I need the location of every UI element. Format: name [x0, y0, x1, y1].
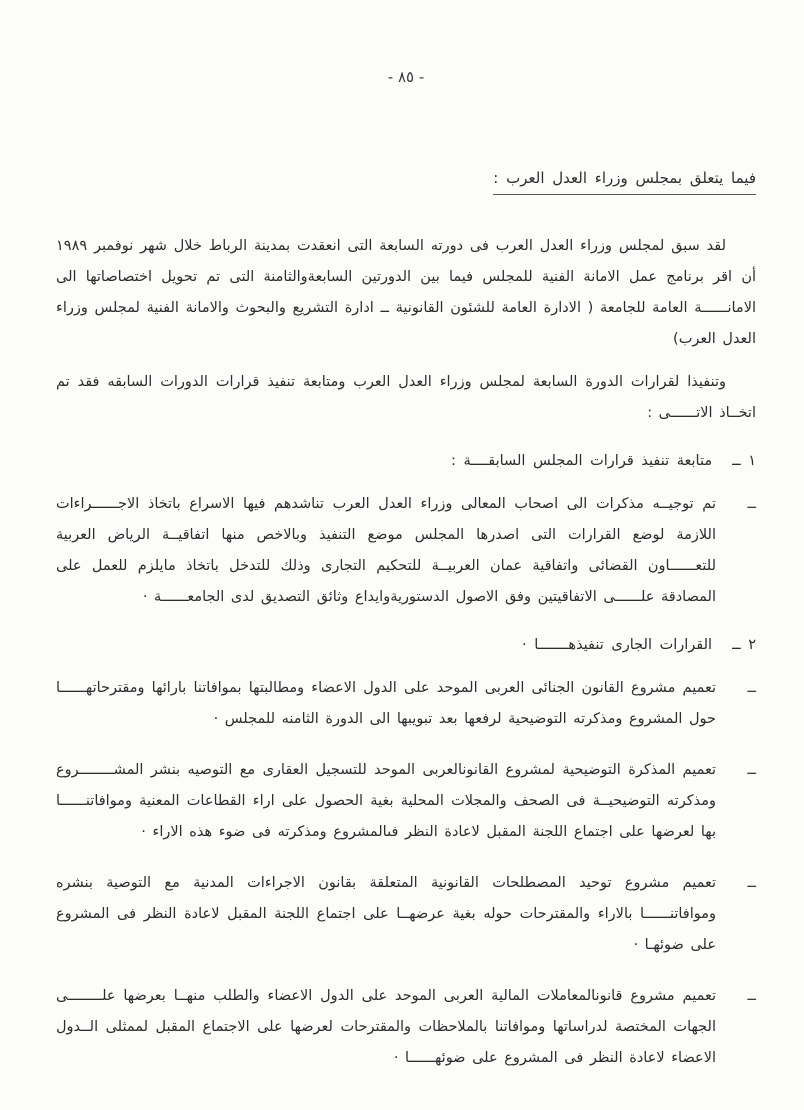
heading-wrap	[56, 168, 756, 195]
section-1-title: متابعة تنفيذ قرارات المجلس السابقــــة :	[451, 453, 713, 469]
item-text: تم توجيــه مذكرات الى اصحاب المعالى وزراء العدل العرب تناشدهم فيها الاسراع باتخاذ الاجــــــراءات اللازمة لوضع القرارات التى اصدرها المجلس موضع التنفيذ وبالاخص منها اتفاقيــة الرياض العربية للتعــــــاون القضائى واتفاقية عمان العربيــة للتحكيم التجارى وذلك للتدخل باتخاذ مايلزم للعمل على المصادقة علــــــى الاتفاقيتين وفق الاصول الدستوريةوايداع وثائق التصديق لدى الجامعــــــة ·	[56, 496, 716, 605]
item-text: تعميم مشروع قانونالمعاملات المالية العربى الموحد على الدول الاعضاء والطلب منهــا بعرضها علــــــــى الجهات المختصة لدراساتها وموافاتنا بالملاحظات والمقترحات لعرضها على الاجتماع المقبل لممثلى الــدول الاعضاء لاعادة النظر فى المشروع على ضوئهــــــا ·	[56, 988, 716, 1066]
dash-marker: ــ	[747, 496, 756, 512]
page-number: - ٨٥ -	[387, 68, 425, 86]
dash-marker: ــ	[747, 762, 756, 778]
dash-marker: ــ	[747, 988, 756, 1004]
item-text: تعميم مشروع توحيد المصطلحات القانونية المتعلقة بقانون الاجراءات المدنية مع التوصية بنشره وموافاتنــــــا بالاراء والمقترحات حوله بغية عرضهــا على اجتماع اللجنة المقبل لاعادة النظر فى المشروع على ضوئهـا ·	[56, 875, 716, 953]
item-text: تعميم المذكرة التوضيحية لمشروع القانونالعربى الموحد للتسجيل العقارى مع التوصيه بنشر المشــــــــروع ومذكرته التوضيحيــة فى الصحف والمجلات المحلية بغية الحصول على اراء القطاعات المعنية وموافاتنــــــا بها لعرضها على اجتماع اللجنة المقبل لاعادة النظر فىالمشروع ومذكرته فى ضوء هذه الاراء ·	[56, 762, 716, 840]
document-heading: فيما يتعلق بمجلس وزراء العدل العرب :	[493, 169, 756, 195]
section-1-number: ١ ــ	[732, 453, 756, 469]
section-1-heading	[56, 453, 756, 469]
list-item	[56, 673, 756, 735]
list-item	[56, 868, 756, 961]
section-2-number: ٢ ــ	[732, 637, 756, 653]
dash-marker: ــ	[747, 680, 756, 696]
intro-paragraph-1: لقد سبق لمجلس وزراء العدل العرب فى دورته السابعة التى انعقدت بمدينة الرباط خلال شهر نوفمبر ١٩٨٩ أن اقر برنامج عمل الامانة الفنية للمجلس فيما بين الدورتين السابعةوالثامنة التى تم تحويل اختصاصاتها الى الامانــــــة العامة للجامعة ( الادارة العامة للشئون القانونية ــ ادارة التشريع والبحوث والامانة الفنية لمجلس وزراء العدل العرب)	[56, 238, 756, 347]
item-text: تعميم مشروع القانون الجنائى العربى الموحد على الدول الاعضاء ومطالبتها بموافاتنا بارائها ومقترحاتهــــــا حول المشروع ومذكرته التوضيحية لرفعها بعد تبويبها الى الدورة الثامنه للمجلس ·	[56, 680, 716, 727]
section-2-heading	[56, 637, 756, 653]
section-2-title: القرارات الجارى تنفيذهـــــــا ·	[522, 637, 713, 653]
list-item	[56, 981, 756, 1074]
dash-marker: ــ	[747, 875, 756, 891]
list-item	[56, 489, 756, 613]
list-item	[56, 755, 756, 848]
intro-paragraph-2: وتنفيذا لقرارات الدورة السابعة لمجلس وزراء العدل العرب ومتابعة تنفيذ قرارات الدورات السابقه فقد تم اتخــاذ الاتــــــى :	[56, 374, 756, 421]
